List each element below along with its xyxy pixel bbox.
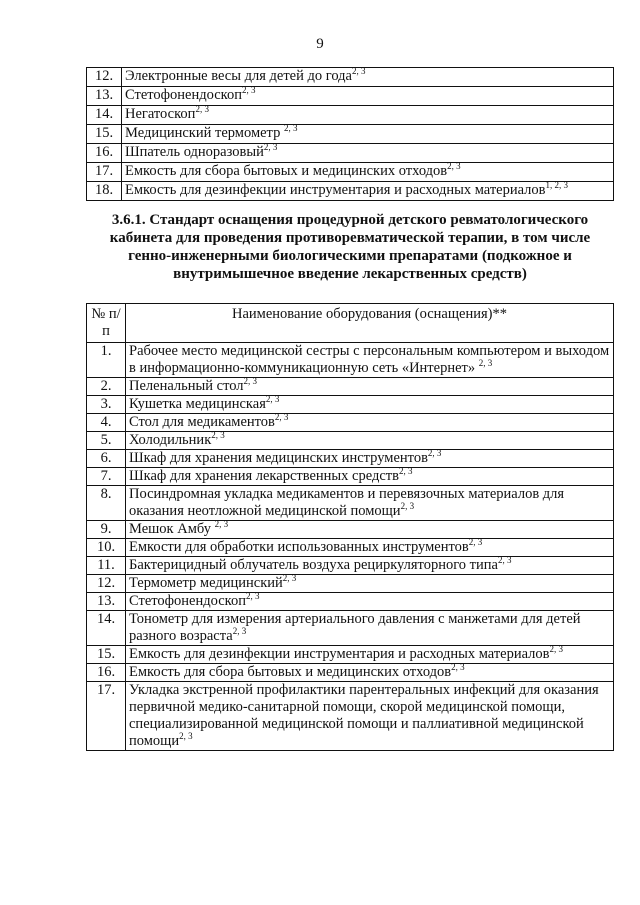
footnote-reference: 2, 3 [263, 142, 278, 152]
section-title: 3.6.1. Стандарт оснащения процедурной детского ревматологического кабинета для проведения противоревматической терапии, в том числе генно-инженерными биологическими препаратами (подкожное и внутримышечное введение лекарственных средств) [109, 212, 591, 282]
table-row [87, 125, 614, 144]
row-number: 6. [87, 450, 126, 468]
row-number: 17. [87, 682, 126, 751]
row-number: 4. [87, 414, 126, 432]
row-number: 14. [87, 611, 126, 646]
row-equipment-cell [126, 450, 614, 468]
procedure-room-equipment-table-body [87, 343, 614, 751]
footnote-reference: 2, 3 [282, 573, 297, 583]
equipment-name: Емкость для дезинфекции инструментария и расходных материалов [125, 182, 546, 198]
row-equipment-cell [122, 163, 614, 182]
row-number: 5. [87, 432, 126, 450]
footnote-reference: 2, 3 [283, 123, 298, 133]
row-number: 2. [87, 378, 126, 396]
footnote-reference: 2, 3 [211, 430, 225, 440]
table-row [87, 557, 614, 575]
equipment-name: Электронные весы для детей до года [125, 68, 352, 84]
footnote-reference: 2, 3 [243, 376, 258, 386]
row-equipment-cell [126, 664, 614, 682]
row-equipment-cell [126, 646, 614, 664]
table-row [87, 468, 614, 486]
row-equipment-cell [122, 87, 614, 106]
table-header-row [87, 304, 614, 343]
table-row [87, 68, 614, 87]
row-number: 8. [87, 486, 126, 521]
equipment-table-continued-body [87, 68, 614, 201]
table-row [87, 486, 614, 521]
footnote-reference: 2, 3 [265, 394, 280, 404]
table-row [87, 343, 614, 378]
row-number: 15. [87, 646, 126, 664]
equipment-name: Шкаф для хранения лекарственных средств [129, 468, 399, 484]
footnote-reference: 2, 3 [549, 644, 564, 654]
table-row [87, 575, 614, 593]
equipment-name: Посиндромная укладка медикаментов и перевязочных материалов для оказания неотложной медицинской помощи [129, 486, 565, 519]
row-number: 10. [87, 539, 126, 557]
procedure-room-equipment-table [86, 303, 614, 751]
footnote-reference: 2, 3 [451, 662, 465, 672]
row-equipment-cell [126, 414, 614, 432]
row-equipment-cell [126, 521, 614, 539]
table-row [87, 414, 614, 432]
row-equipment-cell [122, 68, 614, 87]
footnote-reference: 2, 3 [468, 537, 483, 547]
footnote-reference: 2, 3 [246, 591, 260, 601]
row-equipment-cell [126, 682, 614, 751]
equipment-name: Емкость для дезинфекции инструментария и расходных материалов [129, 646, 550, 662]
table-row [87, 539, 614, 557]
row-number: 7. [87, 468, 126, 486]
header-equipment-name: Наименование оборудования (оснащения)** [126, 304, 614, 343]
equipment-name: Пеленальный стол [129, 378, 244, 394]
row-number: 16. [87, 664, 126, 682]
footnote-reference: 2, 3 [274, 412, 289, 422]
equipment-name: Термометр медицинский [129, 575, 283, 591]
row-equipment-cell [126, 396, 614, 414]
footnote-reference: 2, 3 [427, 448, 442, 458]
footnote-reference: 2, 3 [242, 85, 256, 95]
row-number: 16. [87, 144, 122, 163]
row-number: 3. [87, 396, 126, 414]
row-number: 17. [87, 163, 122, 182]
table-row [87, 682, 614, 751]
row-equipment-cell [122, 106, 614, 125]
equipment-name: Стетофонендоскоп [125, 87, 242, 103]
table-row [87, 144, 614, 163]
equipment-name: Укладка экстренной профилактики парентеральных инфекций для оказания первичной медико-санитарной помощи, скорой медицинской помощи, специализированной медицинской помощи и паллиативной медицинской помощи [129, 682, 599, 749]
row-equipment-cell [126, 611, 614, 646]
equipment-name: Емкости для обработки использованных инструментов [129, 539, 469, 555]
table-row [87, 450, 614, 468]
table-row [87, 106, 614, 125]
table-row [87, 432, 614, 450]
equipment-name: Емкость для сбора бытовых и медицинских отходов [125, 163, 448, 179]
footnote-reference: 2, 3 [232, 626, 247, 636]
row-equipment-cell [126, 343, 614, 378]
row-number: 11. [87, 557, 126, 575]
table-row [87, 646, 614, 664]
footnote-reference: 2, 3 [214, 519, 229, 529]
equipment-name: Медицинский термометр [125, 125, 284, 141]
row-number: 13. [87, 593, 126, 611]
equipment-name: Стетофонендоскоп [129, 593, 246, 609]
row-equipment-cell [126, 378, 614, 396]
footnote-reference: 2, 3 [195, 104, 209, 114]
equipment-name: Шкаф для хранения медицинских инструментов [129, 450, 428, 466]
equipment-name: Емкость для сбора бытовых и медицинских отходов [129, 664, 452, 680]
page-number: 9 [316, 36, 324, 52]
table-row [87, 611, 614, 646]
row-number: 12. [87, 68, 122, 87]
footnote-reference: 1, 2, 3 [545, 180, 569, 190]
row-number: 13. [87, 87, 122, 106]
row-number: 14. [87, 106, 122, 125]
table-row [87, 593, 614, 611]
row-equipment-cell [126, 432, 614, 450]
equipment-name: Шпатель одноразовый [125, 144, 264, 160]
equipment-name: Негатоскоп [125, 106, 196, 122]
equipment-name: Мешок Амбу [129, 521, 215, 537]
row-equipment-cell [126, 593, 614, 611]
row-equipment-cell [122, 125, 614, 144]
row-number: 9. [87, 521, 126, 539]
footnote-reference: 2, 3 [478, 358, 493, 368]
row-number: 15. [87, 125, 122, 144]
row-equipment-cell [126, 575, 614, 593]
row-equipment-cell [126, 468, 614, 486]
table-row [87, 378, 614, 396]
row-number: 1. [87, 343, 126, 378]
equipment-name: Холодильник [129, 432, 212, 448]
footnote-reference: 2, 3 [447, 161, 461, 171]
row-equipment-cell [126, 486, 614, 521]
equipment-name: Бактерицидный облучатель воздуха рециркуляторного типа [129, 557, 498, 573]
table-row [87, 182, 614, 201]
table-row [87, 521, 614, 539]
row-number: 12. [87, 575, 126, 593]
equipment-name: Тонометр для измерения артериального давления с манжетами для детей разного возраста [129, 611, 581, 644]
row-equipment-cell [126, 539, 614, 557]
equipment-table-continued [86, 67, 614, 201]
footnote-reference: 2, 3 [497, 555, 512, 565]
row-equipment-cell [126, 557, 614, 575]
table-row [87, 163, 614, 182]
row-number: 18. [87, 182, 122, 201]
table-row [87, 664, 614, 682]
row-equipment-cell [122, 182, 614, 201]
equipment-name: Кушетка медицинская [129, 396, 266, 412]
footnote-reference: 2, 3 [179, 731, 193, 741]
footnote-reference: 2, 3 [400, 501, 415, 511]
table-row [87, 87, 614, 106]
row-equipment-cell [122, 144, 614, 163]
footnote-reference: 2, 3 [398, 466, 413, 476]
header-number: № п/п [87, 304, 126, 343]
equipment-name: Стол для медикаментов [129, 414, 275, 430]
footnote-reference: 2, 3 [351, 66, 366, 76]
equipment-name: Рабочее место медицинской сестры с персональным компьютером и выходом в информационно-коммуникационную сеть «Интернет» [129, 343, 610, 376]
table-row [87, 396, 614, 414]
